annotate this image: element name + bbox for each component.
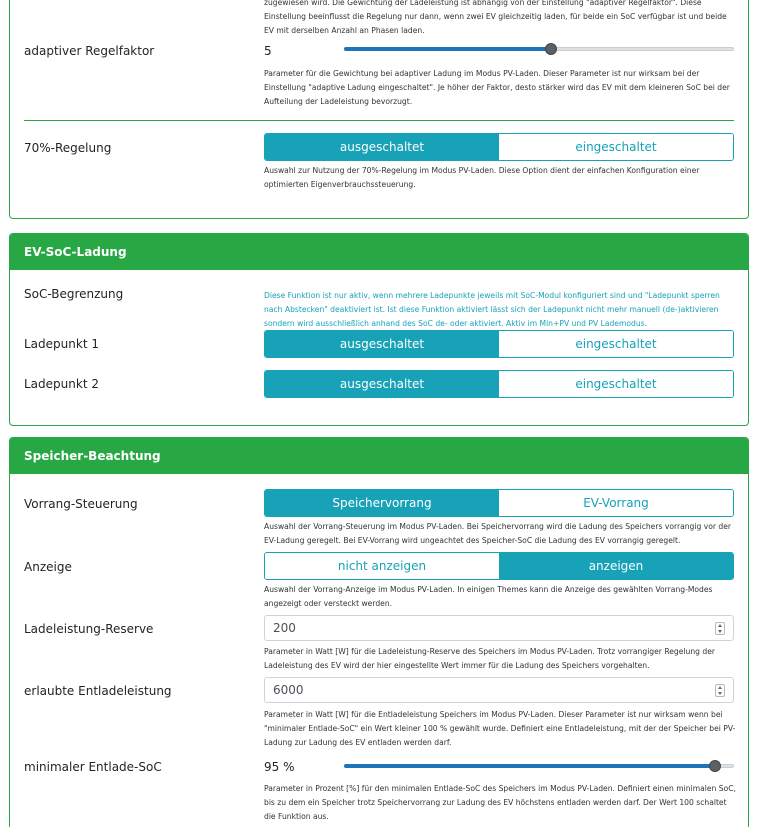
lp1-toggle bbox=[264, 330, 734, 358]
slider-fill bbox=[344, 764, 715, 768]
lp2-off-button[interactable]: ausgeschaltet bbox=[265, 371, 499, 397]
show-display-button[interactable]: anzeigen bbox=[499, 553, 733, 579]
display-label: Anzeige bbox=[24, 560, 72, 574]
lp1-on-button[interactable]: eingeschaltet bbox=[499, 331, 733, 357]
lp1-off-button[interactable]: ausgeschaltet bbox=[265, 331, 499, 357]
min-soc-help: Parameter in Prozent [%] für den minimalen Entlade-SoC des Speichers im Modus PV-Laden. Definiert einen minimalen SoC, bis zu dem ein Speicher trotz Speichervorrang zur Ladung des EV höchstens entladen werden darf. Der Wert 100 schaltet die Funktion aus. bbox=[264, 784, 736, 821]
pv-settings-card bbox=[9, 0, 749, 219]
ev-soc-header: EV-SoC-Ladung bbox=[10, 234, 748, 270]
storage-card bbox=[9, 437, 749, 827]
adaptive-factor-label: adaptiver Regelfaktor bbox=[24, 44, 155, 58]
discharge-input[interactable] bbox=[264, 677, 734, 703]
min-soc-value: 95 % bbox=[264, 760, 295, 774]
priority-toggle bbox=[264, 489, 734, 517]
slider-thumb[interactable] bbox=[545, 43, 557, 55]
reserve-help: Parameter in Watt [W] für die Ladeleistung-Reserve des Speichers im Modus PV-Laden. Trotz vorrangiger Regelung der Ladeleistung des EV wird der hier eingestellte Wert immer für die Ladung des Speichers vorgehalten. bbox=[264, 647, 716, 670]
ev-soc-card bbox=[9, 233, 749, 426]
priority-label: Vorrang-Steuerung bbox=[24, 497, 138, 511]
rule70-toggle bbox=[264, 133, 734, 161]
section-divider bbox=[24, 120, 734, 121]
adaptive-factor-help: Parameter für die Gewichtung bei adaptiver Ladung im Modus PV-Laden. Dieser Parameter ist nur wirksam bei der Einstellung "adaptive Ladung eingeschaltet". Je höher der Faktor, desto stärker wird das EV mit dem kleineren SoC bei der Aufteilung der Ladeleistung bevorzugt. bbox=[264, 69, 730, 106]
soc-limit-label: SoC-Begrenzung bbox=[24, 287, 124, 301]
lp2-label: Ladepunkt 2 bbox=[24, 377, 99, 391]
reserve-spinner-icon[interactable] bbox=[715, 622, 725, 635]
discharge-value: 6000 bbox=[273, 683, 304, 697]
slider-fill bbox=[344, 47, 551, 51]
hide-display-button[interactable]: nicht anzeigen bbox=[265, 553, 499, 579]
storage-header: Speicher-Beachtung bbox=[10, 438, 748, 474]
ev-priority-button[interactable]: EV-Vorrang bbox=[499, 490, 733, 516]
display-help: Auswahl der Vorrang-Anzeige im Modus PV-Laden. In einigen Themes kann die Anzeige des gewählten Vorrang-Modes angezeigt oder versteckt werden. bbox=[264, 585, 713, 608]
lp2-on-button[interactable]: eingeschaltet bbox=[499, 371, 733, 397]
rule70-on-button[interactable]: eingeschaltet bbox=[499, 134, 733, 160]
storage-priority-button[interactable]: Speichervorrang bbox=[265, 490, 499, 516]
discharge-spinner-icon[interactable] bbox=[715, 684, 725, 697]
min-soc-label: minimaler Entlade-SoC bbox=[24, 760, 162, 774]
soc-limit-help: Diese Funktion ist nur aktiv, wenn mehrere Ladepunkte jeweils mit SoC-Modul konfiguriert sind und "Ladepunkt sperren nach Abstecken" deaktiviert ist. Ist diese Funktion aktiviert lässt sich der Ladepunkt nicht mehr manuell (de-)aktivieren sondern wird ausschließlich anhand des SoC de- oder aktiviert. Aktiv im Min+PV und PV Lademodus. bbox=[264, 291, 720, 328]
reserve-value: 200 bbox=[273, 621, 296, 635]
min-soc-slider[interactable] bbox=[344, 756, 734, 776]
top-help-text: zugewiesen wird. Die Gewichtung der Ladeleistung ist abhängig von der Einstellung "adaptiver Regelfaktor". Diese Einstellung beeinflusst die Regelung nur dann, wenn zwei EV gleichzeitig laden, für beide ein SoC verfügbar ist und beide EV mit derselben Anzahl an Phasen laden. bbox=[264, 0, 727, 35]
discharge-label: erlaubte Entladeleistung bbox=[24, 684, 172, 698]
rule70-label: 70%-Regelung bbox=[24, 141, 112, 155]
rule70-help: Auswahl zur Nutzung der 70%-Regelung im Modus PV-Laden. Diese Option dient der einfachen Konfiguration einer optimierten Eigenverbrauchssteuerung. bbox=[264, 166, 700, 189]
lp2-toggle bbox=[264, 370, 734, 398]
slider-thumb[interactable] bbox=[709, 760, 721, 772]
display-toggle bbox=[264, 552, 734, 580]
reserve-input[interactable] bbox=[264, 615, 734, 641]
adaptive-factor-value: 5 bbox=[264, 44, 272, 58]
rule70-off-button[interactable]: ausgeschaltet bbox=[265, 134, 499, 160]
adaptive-factor-slider[interactable] bbox=[344, 39, 734, 59]
reserve-label: Ladeleistung-Reserve bbox=[24, 622, 154, 636]
discharge-help: Parameter in Watt [W] für die Entladeleistung Speichers im Modus PV-Laden. Dieser Parameter ist nur wirksam wenn bei "minimaler Entlade-SoC" ein Wert kleiner 100 % gewählt wurde. Definiert eine Entladeleistung, mit der der Speicher bei PV-Ladung zur Ladung des EV entladen werden darf. bbox=[264, 710, 736, 747]
lp1-label: Ladepunkt 1 bbox=[24, 337, 99, 351]
priority-help: Auswahl der Vorrang-Steuerung im Modus PV-Laden. Bei Speichervorrang wird die Ladung des Speichers vorrangig vor der EV-Ladung geregelt. Bei EV-Vorrang wird ungeachtet des Speicher-SoC die Ladung des EV vorrangig geregelt. bbox=[264, 522, 732, 545]
